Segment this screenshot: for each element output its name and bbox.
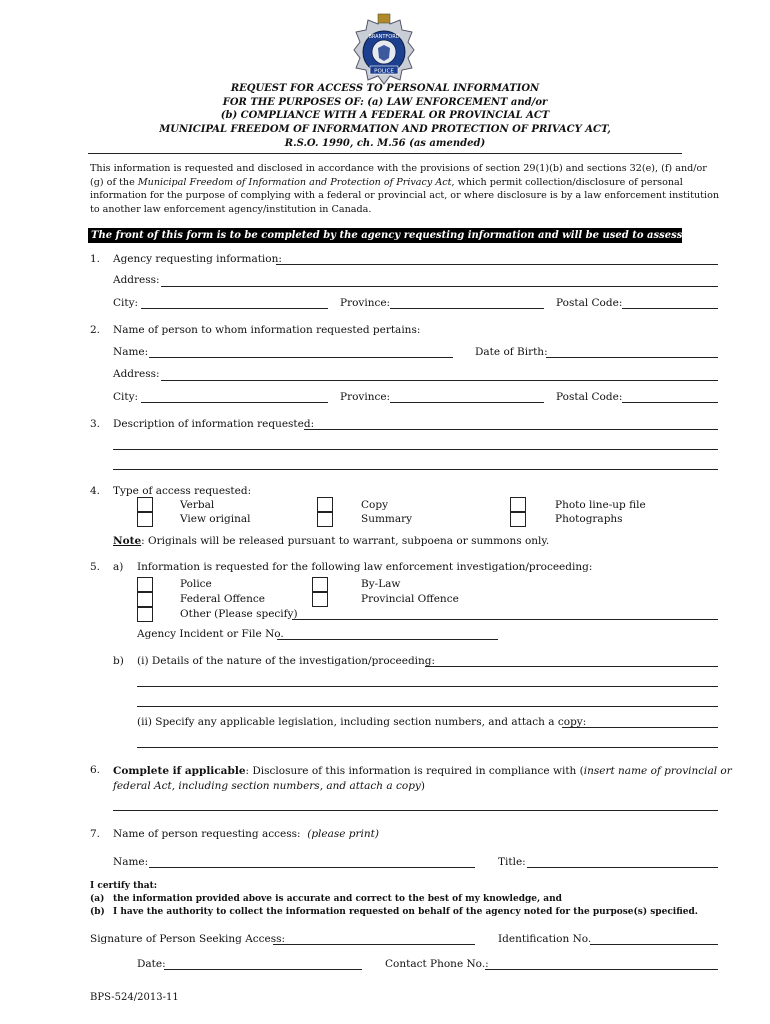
section-1-number: 1. xyxy=(90,253,101,265)
agency-field[interactable] xyxy=(276,264,718,265)
form-title-line-5: R.S.O. 1990, ch. M.56 (as amended) xyxy=(284,138,486,149)
description-field-line-3[interactable] xyxy=(113,469,718,470)
section-2-postal-label: Postal Code: xyxy=(556,391,623,403)
bylaw-checkbox[interactable] xyxy=(312,577,328,592)
section-1-city-label: City: xyxy=(113,297,139,309)
compliance-hint-2: federal Act, including section numbers, and attach a copy xyxy=(113,780,421,792)
note-text: : Originals will be released pursuant to warrant, subpoena or summons only. xyxy=(141,535,550,547)
photographs-label: Photographs xyxy=(555,513,623,525)
section-1-city-field[interactable] xyxy=(141,308,328,309)
requester-label-text: Name of person requesting access: xyxy=(113,828,308,840)
section-2-postal-field[interactable] xyxy=(622,402,718,403)
certify-heading: I certify that: xyxy=(90,881,158,891)
act-name: Municipal Freedom of Information and Protection of Privacy Act xyxy=(137,176,452,188)
complete-if-applicable: Complete if applicable xyxy=(113,765,246,777)
section-3-number: 3. xyxy=(90,418,101,430)
note-label: Note xyxy=(113,535,142,547)
requester-name-field[interactable] xyxy=(149,867,475,868)
investigation-details-field-3[interactable] xyxy=(137,706,718,707)
compliance-close: ) xyxy=(420,780,425,792)
section-1-postal-label: Postal Code: xyxy=(556,297,623,309)
requester-label xyxy=(113,828,379,840)
contact-phone-label: Contact Phone No.: xyxy=(385,958,489,970)
view-original-checkbox[interactable] xyxy=(137,512,153,527)
form-title-line-2: FOR THE PURPOSES OF: (a) LAW ENFORCEMENT and/or xyxy=(222,97,548,108)
investigation-details-field-1[interactable] xyxy=(425,666,718,667)
intro-line-1: This information is requested and disclosed in accordance with the provisions of section 29(1)(b) and sections 32(e), (f) and/or xyxy=(90,163,707,174)
form-title-line-1: REQUEST FOR ACCESS TO PERSONAL INFORMATION xyxy=(230,83,540,94)
originals-note xyxy=(113,535,549,547)
identification-field[interactable] xyxy=(590,944,718,945)
section-5b-marker: b) xyxy=(113,655,124,667)
summary-label: Summary xyxy=(361,513,413,525)
section-1-postal-field[interactable] xyxy=(622,308,718,309)
dob-label: Date of Birth: xyxy=(475,346,548,358)
section-2-province-label: Province: xyxy=(340,391,391,403)
legislation-field-2[interactable] xyxy=(137,747,718,748)
incident-number-label: Agency Incident or File No. xyxy=(137,628,284,640)
requester-title-field[interactable] xyxy=(527,867,718,868)
instruction-banner-text: The front of this form is to be completed by the agency requesting information and will be used to assess the request. xyxy=(91,230,754,241)
section-2-number: 2. xyxy=(90,324,101,336)
section-6-number: 6. xyxy=(90,764,101,776)
signature-field[interactable] xyxy=(273,944,475,945)
form-title-line-4: MUNICIPAL FREEDOM OF INFORMATION AND PROTECTION OF PRIVACY ACT, xyxy=(159,124,611,135)
investigation-details-label: (i) Details of the nature of the investigation/proceeding: xyxy=(137,655,436,667)
requester-title-label: Title: xyxy=(498,856,526,868)
photo-lineup-checkbox[interactable] xyxy=(510,497,526,512)
section-5-number: 5. xyxy=(90,561,101,573)
compliance-field[interactable] xyxy=(113,810,718,811)
header-rule xyxy=(88,153,682,154)
incident-number-field[interactable] xyxy=(277,639,498,640)
police-checkbox[interactable] xyxy=(137,577,153,592)
description-label: Description of information requested: xyxy=(113,418,315,430)
section-7-number: 7. xyxy=(90,828,101,840)
section-1-province-label: Province: xyxy=(340,297,391,309)
provincial-offence-label: Provincial Offence xyxy=(361,593,459,605)
date-label: Date: xyxy=(137,958,166,970)
verbal-label: Verbal xyxy=(180,499,215,511)
instruction-banner xyxy=(88,228,754,243)
provincial-offence-checkbox[interactable] xyxy=(312,592,328,607)
copy-label: Copy xyxy=(361,499,389,511)
section-2-name-field[interactable] xyxy=(149,357,453,358)
section-1-address-field[interactable] xyxy=(161,286,718,287)
form-number: BPS-524/2013-11 xyxy=(90,992,179,1003)
certify-a-text: the information provided above is accurate and correct to the best of my knowledge, and xyxy=(113,894,562,904)
intro-line-2-end: , which permit collection/disclosure of personal xyxy=(451,176,683,188)
federal-offence-label: Federal Offence xyxy=(180,593,265,605)
identification-label: Identification No. xyxy=(498,933,592,945)
contact-phone-field[interactable] xyxy=(485,969,718,970)
investigation-label: Information is requested for the following law enforcement investigation/proceeding: xyxy=(137,561,593,573)
compliance-hint-1: insert name of provincial or xyxy=(583,765,732,777)
photographs-checkbox[interactable] xyxy=(510,512,526,527)
verbal-checkbox[interactable] xyxy=(137,497,153,512)
section-2-city-field[interactable] xyxy=(141,402,328,403)
please-print-hint: (please print) xyxy=(307,828,379,840)
police-label: Police xyxy=(180,578,212,590)
summary-checkbox[interactable] xyxy=(317,512,333,527)
section-2-name-label: Name: xyxy=(113,346,149,358)
section-1-address-label: Address: xyxy=(113,274,160,286)
access-type-label: Type of access requested: xyxy=(113,485,252,497)
section-1-province-field[interactable] xyxy=(390,308,544,309)
section-2-address-label: Address: xyxy=(113,368,160,380)
section-2-city-label: City: xyxy=(113,391,139,403)
intro-line-2-start: (g) of the xyxy=(90,176,138,188)
description-field-line-1[interactable] xyxy=(304,429,718,430)
form-title-line-3: (b) COMPLIANCE WITH A FEDERAL OR PROVINCIAL ACT xyxy=(220,110,550,121)
certify-b-marker: (b) xyxy=(90,907,105,917)
intro-line-3: information for the purpose of complying with a federal or provincial act, or where disclosure is by a law enforcement institution xyxy=(90,190,720,201)
badge-top-text: BRANTFORD xyxy=(368,34,400,40)
section-4-number: 4. xyxy=(90,485,101,497)
intro-line-2 xyxy=(90,176,686,190)
view-original-label: View original xyxy=(180,513,251,525)
badge-bottom-text: POLICE xyxy=(374,68,394,75)
section-2-address-field[interactable] xyxy=(161,380,718,381)
legislation-field-1[interactable] xyxy=(562,727,718,728)
bylaw-label: By-Law xyxy=(361,578,401,590)
investigation-details-field-2[interactable] xyxy=(137,686,718,687)
legislation-label: (ii) Specify any applicable legislation, including section numbers, and attach a copy: xyxy=(137,716,587,728)
certify-b-text: I have the authority to collect the information requested on behalf of the agency noted for the purpose(s) specified. xyxy=(113,907,698,917)
signature-label: Signature of Person Seeking Access: xyxy=(90,933,286,945)
intro-line-4: to another law enforcement agency/institution in Canada. xyxy=(90,203,372,215)
federal-offence-checkbox[interactable] xyxy=(137,592,153,607)
person-pertains-label: Name of person to whom information requested pertains: xyxy=(113,324,421,336)
certify-a-marker: (a) xyxy=(90,894,105,904)
agency-label: Agency requesting information: xyxy=(113,253,282,265)
description-field-line-2[interactable] xyxy=(113,449,718,450)
compliance-text xyxy=(113,764,732,794)
intro-paragraph xyxy=(90,162,720,216)
copy-checkbox[interactable] xyxy=(317,497,333,512)
compliance-statement: : Disclosure of this information is required in compliance with ( xyxy=(245,765,584,777)
requester-name-label: Name: xyxy=(113,856,149,868)
police-badge-logo xyxy=(352,14,416,86)
date-field[interactable] xyxy=(164,969,362,970)
section-2-province-field[interactable] xyxy=(390,402,544,403)
section-5a-marker: a) xyxy=(113,561,124,573)
other-checkbox[interactable] xyxy=(137,607,153,622)
photo-lineup-label: Photo line-up file xyxy=(555,499,646,511)
dob-field[interactable] xyxy=(546,357,718,358)
other-specify-field[interactable] xyxy=(292,619,718,620)
other-label: Other (Please specify) xyxy=(180,608,298,620)
